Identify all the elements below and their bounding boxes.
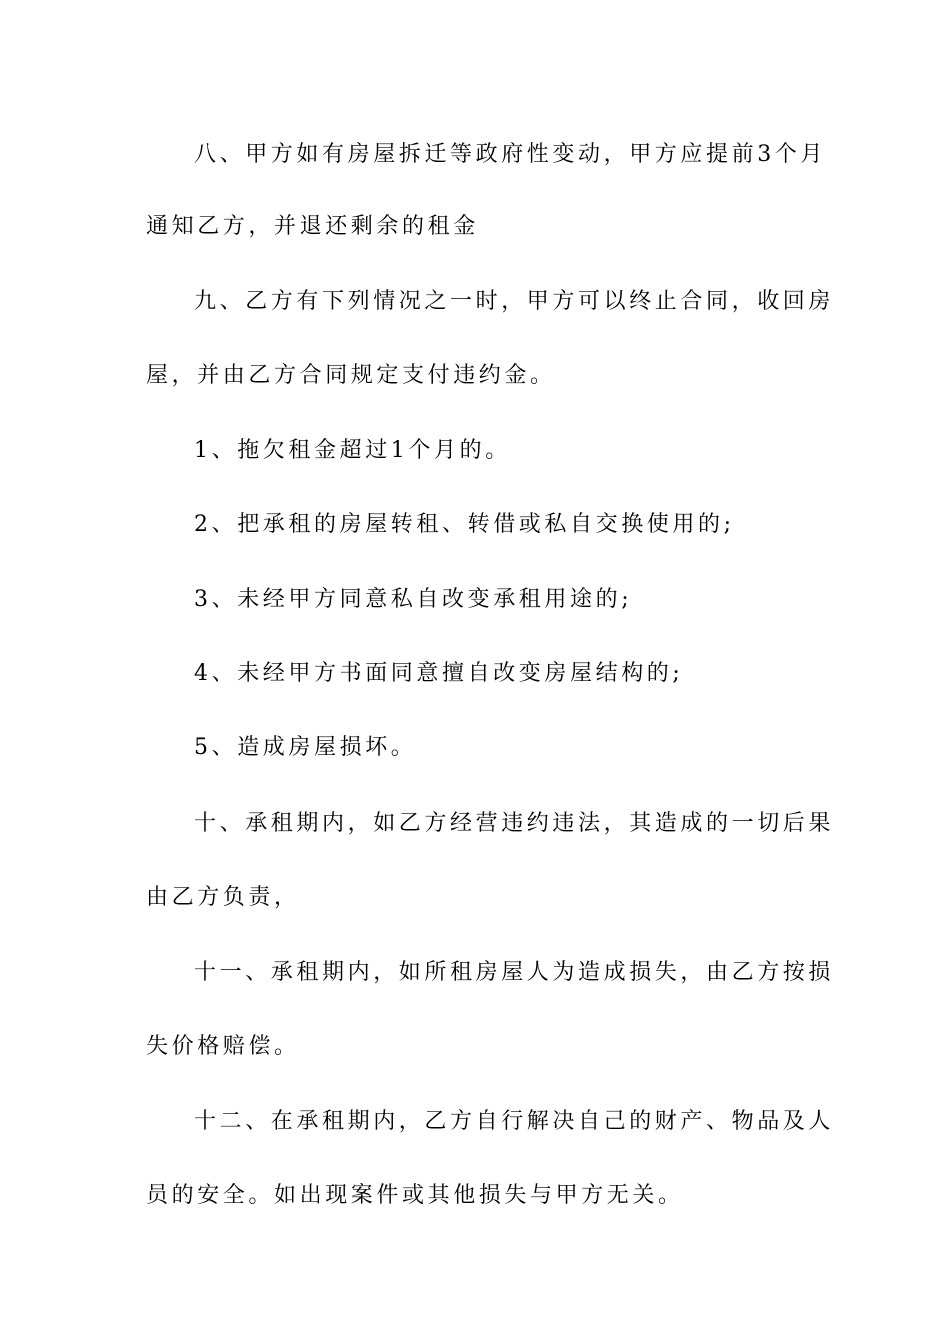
- paragraph-line: 十、承租期内，如乙方经营违约违法，其造成的一切后果: [194, 811, 835, 836]
- paragraph-line: 失价格赔偿。: [146, 1034, 300, 1059]
- paragraph-line: 十一、承租期内，如所租房屋人为造成损失，由乙方按损: [194, 960, 835, 985]
- paragraph-line: 2、把承租的房屋转租、转借或私自交换使用的;: [194, 512, 735, 537]
- paragraph-line: 通知乙方，并退还剩余的租金: [146, 214, 479, 239]
- paragraph-line: 由乙方负责，: [146, 885, 300, 910]
- paragraph-line: 3、未经甲方同意私自改变承租用途的;: [194, 587, 633, 612]
- paragraph-line: 九、乙方有下列情况之一时，甲方可以终止合同，收回房: [194, 289, 835, 314]
- paragraph-line: 屋，并由乙方合同规定支付违约金。: [146, 363, 556, 388]
- paragraph-line: 员的安全。如出现案件或其他损失与甲方无关。: [146, 1183, 684, 1208]
- paragraph-line: 4、未经甲方书面同意擅自改变房屋结构的;: [194, 661, 684, 686]
- paragraph-line: 八、甲方如有房屋拆迁等政府性变动，甲方应提前3个月: [194, 142, 826, 167]
- paragraph-line: 十二、在承租期内，乙方自行解决自己的财产、物品及人: [194, 1109, 835, 1134]
- paragraph-line: 5、造成房屋损坏。: [194, 735, 417, 760]
- paragraph-line: 1、拖欠租金超过1个月的。: [194, 438, 511, 463]
